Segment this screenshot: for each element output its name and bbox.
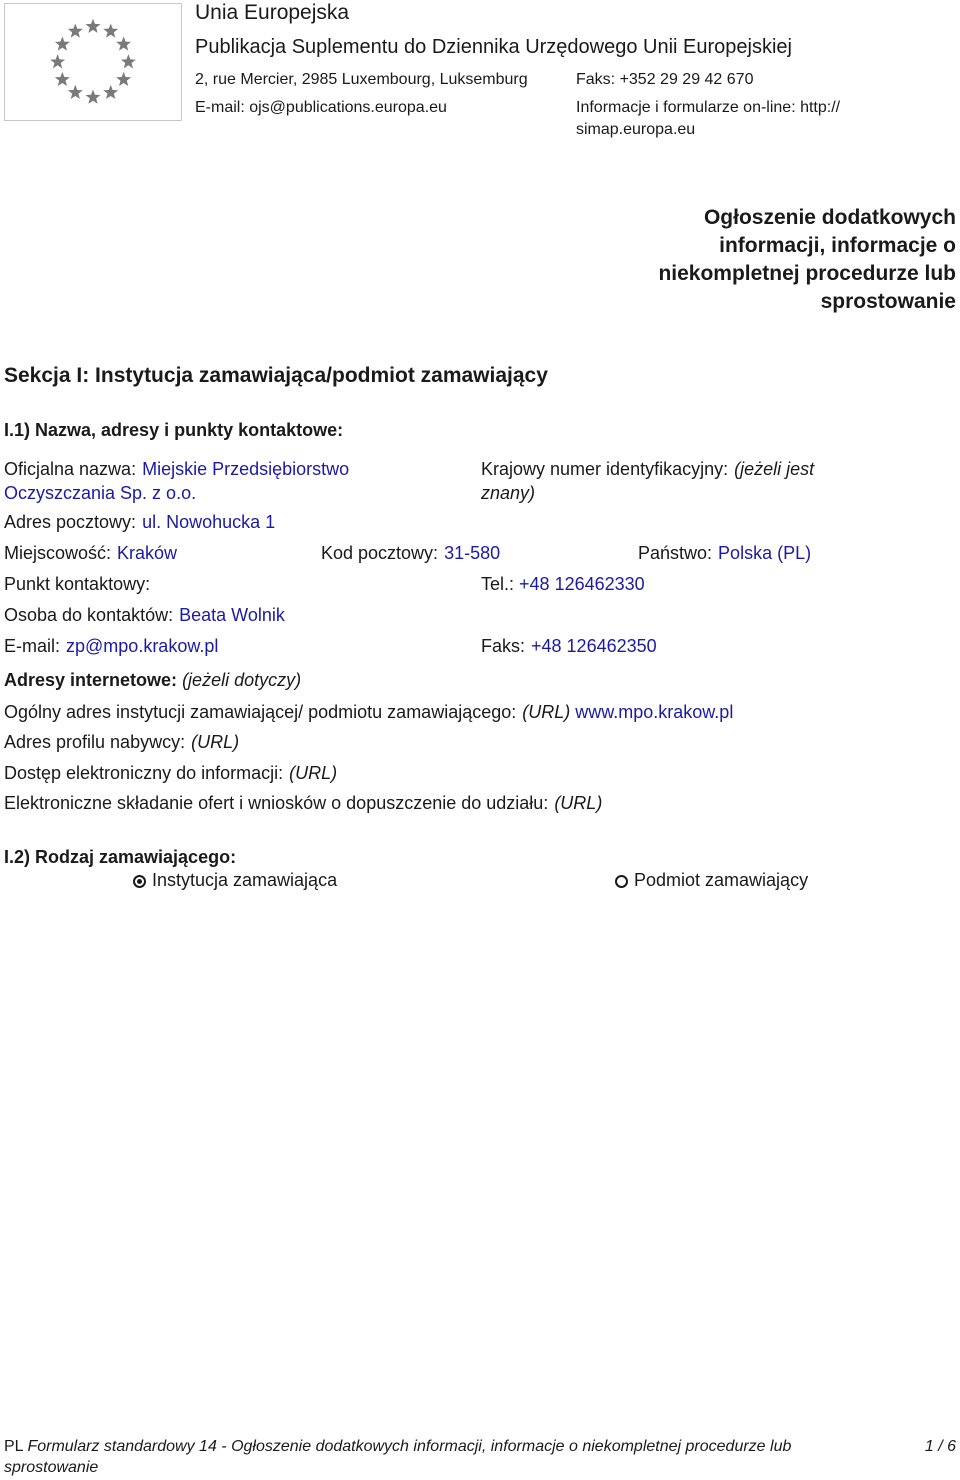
- buyer-profile-note: (URL): [191, 732, 240, 752]
- e-submission-label: Elektroniczne składanie ofert i wniosków o dopuszczenie do udziału:: [4, 793, 549, 813]
- header-email[interactable]: E-mail: ojs@publications.europa.eu: [195, 99, 447, 116]
- header-info-line1[interactable]: Informacje i formularze on-line: http://: [576, 99, 841, 116]
- e-submission-row: [4, 791, 602, 815]
- footer-form-line1: Formularz standardowy 14 - Ogłoszenie dodatkowych informacji, informacje o niekompletnej procedurze lub: [27, 1438, 792, 1455]
- country-row: [638, 541, 811, 565]
- eu-star-icon: [86, 19, 101, 33]
- notice-title-line4: sprostowanie: [820, 290, 956, 313]
- radio-unchecked-icon[interactable]: [615, 875, 628, 888]
- general-url-label: Ogólny adres instytucji zamawiającej/ podmiotu zamawiającego:: [4, 702, 517, 722]
- general-url-note: (URL): [522, 702, 571, 722]
- town-value: Kraków: [117, 543, 178, 563]
- eu-star-icon: [103, 23, 118, 37]
- notice-title-line1: Ogłoszenie dodatkowych: [703, 206, 956, 229]
- notice-title-line3: niekompletnej procedurze lub: [658, 262, 956, 285]
- internet-row: [4, 668, 301, 692]
- page-number: 1 / 6: [924, 1438, 956, 1455]
- tel-label: Tel.:: [481, 574, 515, 594]
- notice-title: [536, 204, 956, 316]
- national-id-note-2: znany): [481, 483, 536, 503]
- email-value[interactable]: zp@mpo.krakow.pl: [66, 636, 219, 656]
- footer-form-line2: sprostowanie: [4, 1459, 99, 1476]
- zip-value: 31-580: [444, 543, 501, 563]
- country-value: Polska (PL): [718, 543, 812, 563]
- internet-note: (jeżeli dotyczy): [182, 670, 302, 690]
- buyer-profile-label: Adres profilu nabywcy:: [4, 732, 186, 752]
- contact-person-row: [4, 603, 285, 627]
- general-url-row: [4, 700, 733, 724]
- eu-star-icon: [55, 72, 70, 86]
- general-url-value[interactable]: www.mpo.krakow.pl: [575, 702, 734, 722]
- fax-label: Faks:: [481, 636, 526, 656]
- radio-authority[interactable]: [133, 868, 337, 892]
- eu-stars-icon: [5, 4, 181, 120]
- notice-title-line2: informacji, informacje o: [719, 234, 956, 257]
- e-access-note: (URL): [289, 763, 338, 783]
- official-name-row: [4, 457, 349, 481]
- e-access-row: [4, 761, 337, 785]
- footer-lang: PL: [4, 1438, 23, 1455]
- eu-star-icon: [68, 85, 83, 99]
- email-label: E-mail:: [4, 636, 61, 656]
- fax-row: [481, 634, 657, 658]
- eu-star-icon: [121, 54, 136, 68]
- eu-star-icon: [103, 85, 118, 99]
- town-row: [4, 541, 177, 565]
- section-heading: Sekcja I: Instytucja zamawiająca/podmiot zamawiający: [4, 364, 548, 387]
- eu-star-icon: [116, 36, 131, 50]
- eu-star-icon: [86, 90, 101, 104]
- header-fax: Faks: +352 29 29 42 670: [576, 71, 754, 88]
- zip-label: Kod pocztowy:: [321, 543, 439, 563]
- radio-entity[interactable]: [615, 868, 808, 892]
- contact-person-value: Beata Wolnik: [179, 605, 285, 625]
- e-submission-note: (URL): [554, 793, 603, 813]
- radio-authority-label: Instytucja zamawiająca: [152, 870, 338, 890]
- eu-star-icon: [116, 72, 131, 86]
- zip-row: [321, 541, 500, 565]
- official-name-value-1: Miejskie Przedsiębiorstwo: [142, 459, 350, 479]
- eu-star-icon: [50, 54, 65, 68]
- header-address: 2, rue Mercier, 2985 Luxembourg, Luksemburg: [195, 71, 528, 88]
- eu-flag-logo: [4, 3, 182, 121]
- tel-row: [481, 572, 645, 596]
- header-publication: Publikacja Suplementu do Dziennika Urzędowego Unii Europejskiej: [195, 36, 792, 58]
- fax-value: +48 126462350: [531, 636, 657, 656]
- country-label: Państwo:: [638, 543, 713, 563]
- postal-value: ul. Nowohucka 1: [142, 512, 276, 532]
- eu-star-icon: [68, 23, 83, 37]
- radio-entity-label: Podmiot zamawiający: [634, 870, 809, 890]
- subsection-heading-1: I.1) Nazwa, adresy i punkty kontaktowe:: [4, 420, 344, 440]
- national-id-row: [481, 457, 814, 481]
- internet-label: Adresy internetowe:: [4, 670, 178, 690]
- radio-checked-icon[interactable]: [133, 875, 146, 888]
- postal-row: [4, 510, 275, 534]
- contact-point-label: Punkt kontaktowy:: [4, 574, 151, 594]
- national-id-label: Krajowy numer identyfikacyjny:: [481, 459, 729, 479]
- official-name-value-2: Oczyszczania Sp. z o.o.: [4, 483, 197, 503]
- tel-value: +48 126462330: [519, 574, 645, 594]
- header-org: Unia Europejska: [195, 1, 350, 24]
- e-access-label: Dostęp elektroniczny do informacji:: [4, 763, 284, 783]
- email-row: [4, 634, 218, 658]
- page-footer: [4, 1436, 874, 1478]
- eu-star-icon: [55, 36, 70, 50]
- official-name-label: Oficjalna nazwa:: [4, 459, 137, 479]
- subsection-heading-2: I.2) Rodzaj zamawiającego:: [4, 847, 237, 867]
- postal-label: Adres pocztowy:: [4, 512, 137, 532]
- header-info-line2[interactable]: simap.europa.eu: [576, 121, 696, 138]
- national-id-note-1: (jeżeli jest: [734, 459, 815, 479]
- buyer-profile-row: [4, 730, 239, 754]
- contact-person-label: Osoba do kontaktów:: [4, 605, 174, 625]
- town-label: Miejscowość:: [4, 543, 112, 563]
